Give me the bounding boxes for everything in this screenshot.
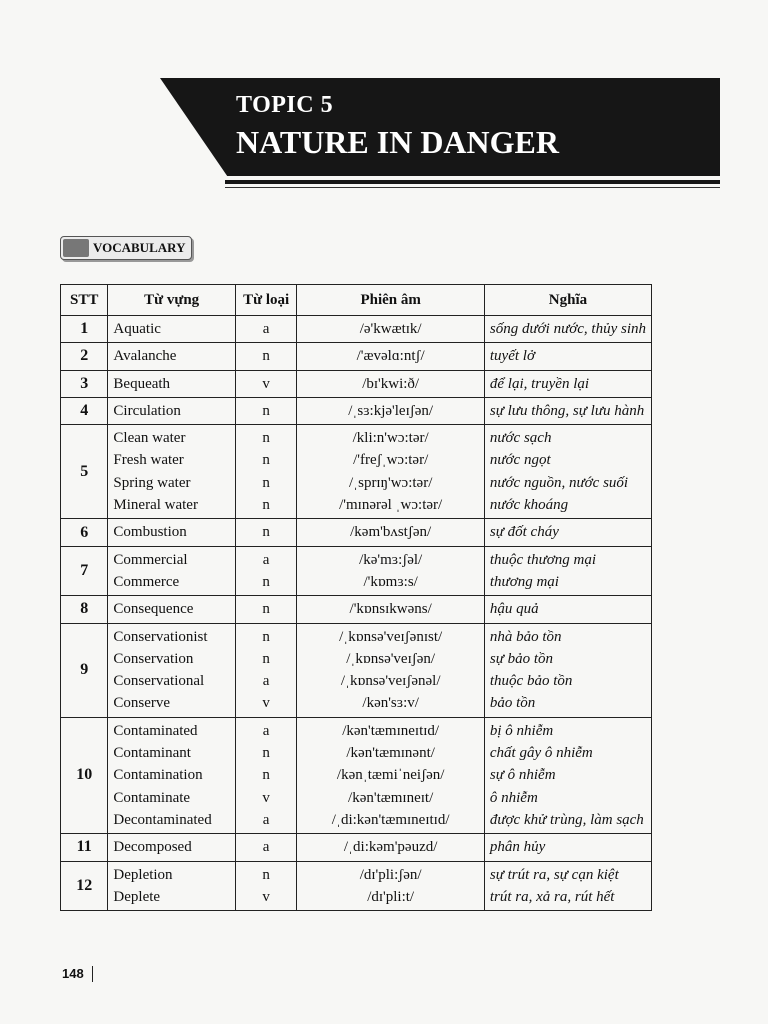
- part-of-speech-text: n: [262, 452, 270, 469]
- meaning-cell: [484, 316, 651, 343]
- word-cell: [108, 519, 235, 546]
- part-of-speech-cell: [235, 861, 297, 911]
- meaning-text: nước sạch: [489, 430, 552, 447]
- word-cell: [108, 717, 235, 833]
- phonetic-text: /ə'kwætɪk/: [359, 321, 422, 337]
- meaning-text: nước khoáng: [489, 497, 569, 514]
- meaning-text: sự lưu thông, sự lưu hành: [489, 402, 645, 419]
- meaning-cell: [484, 717, 651, 833]
- word-cell: [108, 343, 235, 370]
- word-text: Consequence: [113, 601, 194, 618]
- phonetic-text: /kən'sɜ:v/: [362, 695, 419, 712]
- phonetic-cell: [297, 596, 484, 623]
- word-text: Avalanche: [113, 348, 177, 365]
- word-text: Mineral water: [113, 497, 198, 514]
- phonetic-text: /kə'mɜ:ʃəl/: [359, 551, 423, 568]
- word-text: Contaminated: [113, 722, 198, 739]
- part-of-speech-text: a: [262, 551, 270, 568]
- meaning-text: trút ra, xả ra, rút hết: [489, 888, 615, 905]
- phonetic-text: /kəm'bʌstʃən/: [350, 524, 432, 541]
- part-of-speech-cell: [235, 623, 297, 717]
- table-row: [61, 519, 652, 546]
- meaning-text: thương mại: [489, 573, 559, 590]
- table-row: [61, 425, 652, 519]
- meaning-cell: [484, 370, 651, 397]
- phonetic-cell: [297, 343, 484, 370]
- row-number: 2: [61, 343, 108, 370]
- part-of-speech-cell: [235, 370, 297, 397]
- phonetic-text: /ˌsprɪŋ'wɔ:tər/: [348, 474, 433, 491]
- phonetic-text: /'kɒnsɪkwəns/: [349, 601, 432, 618]
- word-cell: [108, 397, 235, 424]
- phonetic-text: /dɪ'pli:ʃən/: [359, 866, 422, 883]
- table-header-row: [61, 285, 652, 316]
- meaning-cell: [484, 596, 651, 623]
- part-of-speech-cell: [235, 717, 297, 833]
- phonetic-cell: [297, 397, 484, 424]
- row-number: 8: [61, 596, 108, 623]
- word-cell: [108, 596, 235, 623]
- part-of-speech-text: n: [262, 524, 270, 541]
- part-of-speech-cell: [235, 596, 297, 623]
- meaning-text: sự đốt cháy: [489, 524, 559, 541]
- table-row: [61, 861, 652, 911]
- phonetic-text: /'freʃˌwɔ:tər/: [353, 452, 429, 469]
- part-of-speech-text: v: [262, 695, 270, 712]
- part-of-speech-text: n: [262, 573, 270, 590]
- banner-divider: [225, 180, 720, 184]
- part-of-speech-cell: [235, 397, 297, 424]
- part-of-speech-cell: [235, 519, 297, 546]
- word-text: Circulation: [113, 402, 181, 419]
- part-of-speech-cell: [235, 316, 297, 343]
- word-text: Conservationist: [113, 628, 208, 645]
- meaning-text: nước nguồn, nước suối: [489, 474, 629, 491]
- page-number: 148: [62, 966, 84, 981]
- phonetic-text: /ˌkɒnsə'veɪʃənəl/: [340, 673, 441, 690]
- phonetic-cell: [297, 370, 484, 397]
- part-of-speech-text: v: [262, 375, 270, 392]
- part-of-speech-text: a: [262, 321, 270, 337]
- phonetic-text: /ˌkɒnsə'veɪʃən/: [346, 650, 436, 667]
- meaning-cell: [484, 425, 651, 519]
- word-text: Commercial: [113, 551, 188, 568]
- phonetic-text: /ˌdi:kəm'pəuzd/: [343, 839, 438, 856]
- meaning-text: để lại, truyền lại: [489, 375, 590, 392]
- meaning-text: sống dưới nước, thủy sinh: [489, 321, 646, 337]
- row-number: 9: [61, 623, 108, 717]
- phonetic-cell: [297, 425, 484, 519]
- phonetic-text: /bɪ'kwi:ð/: [362, 375, 420, 392]
- row-number: 6: [61, 519, 108, 546]
- row-number: 10: [61, 717, 108, 833]
- meaning-text: ô nhiễm: [489, 789, 538, 806]
- phonetic-text: /'mɪnərəl ˌwɔ:tər/: [339, 497, 443, 514]
- part-of-speech-text: a: [262, 722, 270, 739]
- part-of-speech-text: n: [262, 348, 270, 365]
- part-of-speech-text: v: [262, 789, 270, 806]
- phonetic-cell: [297, 834, 484, 861]
- word-text: Conservation: [113, 650, 194, 667]
- part-of-speech-text: a: [262, 811, 270, 828]
- meaning-text: bảo tồn: [489, 695, 536, 712]
- table-row: [61, 623, 652, 717]
- table-row: [61, 316, 652, 343]
- phonetic-text: /ˌsɜ:kjə'leɪʃən/: [348, 402, 434, 419]
- part-of-speech-text: n: [262, 650, 270, 667]
- word-cell: [108, 425, 235, 519]
- phonetic-text: /dɪ'pli:t/: [367, 888, 415, 905]
- meaning-text: bị ô nhiễm: [489, 722, 554, 739]
- part-of-speech-text: n: [262, 474, 270, 491]
- meaning-cell: [484, 861, 651, 911]
- phonetic-cell: [297, 623, 484, 717]
- meaning-text: sự ô nhiễm: [489, 767, 556, 784]
- row-number: 1: [61, 316, 108, 343]
- phonetic-text: /kən'tæmɪnənt/: [346, 745, 435, 762]
- vocabulary-table: [60, 284, 652, 911]
- phonetic-text: /kən'tæmɪneɪtɪd/: [342, 722, 440, 739]
- topic-title: NATURE IN DANGER: [236, 124, 559, 160]
- vocabulary-tag: [60, 236, 192, 260]
- word-text: Deplete: [113, 888, 161, 905]
- header-ipa: Phiên âm: [297, 285, 484, 316]
- part-of-speech-text: a: [262, 673, 270, 690]
- part-of-speech-cell: [235, 425, 297, 519]
- meaning-text: sự bảo tồn: [489, 650, 554, 667]
- part-of-speech-text: n: [262, 601, 270, 618]
- header-stt: STT: [61, 285, 108, 316]
- phonetic-text: /kli:n'wɔ:tər/: [352, 430, 429, 447]
- meaning-text: được khử trùng, làm sạch: [489, 811, 644, 828]
- meaning-text: tuyết lở: [489, 348, 535, 365]
- phonetic-cell: [297, 316, 484, 343]
- table-row: [61, 834, 652, 861]
- phonetic-text: /ˌkɒnsə'veɪʃənɪst/: [339, 628, 443, 645]
- meaning-text: sự trút ra, sự cạn kiệt: [489, 866, 619, 883]
- phonetic-cell: [297, 546, 484, 596]
- part-of-speech-cell: [235, 343, 297, 370]
- part-of-speech-text: n: [262, 767, 270, 784]
- word-text: Contaminant: [113, 745, 191, 762]
- meaning-cell: [484, 343, 651, 370]
- meaning-text: thuộc bảo tồn: [489, 673, 573, 690]
- word-text: Conservational: [113, 673, 205, 690]
- word-text: Aquatic: [113, 321, 161, 337]
- part-of-speech-text: v: [262, 888, 270, 905]
- word-text: Decomposed: [113, 839, 192, 856]
- part-of-speech-text: n: [262, 866, 270, 883]
- part-of-speech-text: a: [262, 839, 270, 856]
- meaning-cell: [484, 623, 651, 717]
- part-of-speech-text: n: [262, 745, 270, 762]
- part-of-speech-text: n: [262, 628, 270, 645]
- meaning-cell: [484, 397, 651, 424]
- word-text: Clean water: [113, 430, 186, 447]
- word-text: Commerce: [113, 573, 180, 590]
- phonetic-cell: [297, 861, 484, 911]
- part-of-speech-text: n: [262, 497, 270, 514]
- table-row: [61, 546, 652, 596]
- word-text: Contamination: [113, 767, 203, 784]
- phonetic-text: /kən'tæmɪneɪt/: [348, 789, 434, 806]
- word-cell: [108, 834, 235, 861]
- header-meaning: Nghĩa: [484, 285, 651, 316]
- phonetic-text: /ˌdi:kən'tæmɪneɪtɪd/: [331, 811, 450, 828]
- vocabulary-label: VOCABULARY: [93, 240, 186, 255]
- row-number: 5: [61, 425, 108, 519]
- word-text: Contaminate: [113, 789, 191, 806]
- table-row: [61, 370, 652, 397]
- row-number: 3: [61, 370, 108, 397]
- phonetic-text: /'ævəlɑ:ntʃ/: [356, 348, 425, 365]
- table-row: [61, 343, 652, 370]
- word-text: Spring water: [113, 474, 191, 491]
- word-cell: [108, 370, 235, 397]
- meaning-text: thuộc thương mại: [489, 551, 597, 568]
- word-text: Conserve: [113, 695, 171, 712]
- table-row: [61, 596, 652, 623]
- part-of-speech-text: n: [262, 430, 270, 447]
- word-cell: [108, 623, 235, 717]
- meaning-cell: [484, 834, 651, 861]
- meaning-cell: [484, 546, 651, 596]
- topic-label: TOPIC 5: [236, 92, 334, 118]
- meaning-cell: [484, 519, 651, 546]
- header-word: Từ vựng: [108, 285, 235, 316]
- meaning-text: nước ngọt: [489, 452, 551, 469]
- meaning-text: chất gây ô nhiễm: [489, 745, 593, 762]
- table-row: [61, 717, 652, 833]
- word-text: Fresh water: [113, 452, 184, 469]
- phonetic-text: /kənˌtæmiˈneiʃən/: [336, 767, 445, 784]
- part-of-speech-cell: [235, 546, 297, 596]
- page-number-divider: [92, 966, 93, 982]
- word-text: Bequeath: [113, 375, 171, 392]
- banner-divider-thin: [225, 187, 720, 188]
- table-row: [61, 397, 652, 424]
- row-number: 11: [61, 834, 108, 861]
- part-of-speech-text: n: [262, 402, 270, 419]
- meaning-text: phân hủy: [489, 839, 546, 856]
- header-pos: Từ loại: [235, 285, 297, 316]
- phonetic-cell: [297, 519, 484, 546]
- table-body: [61, 316, 652, 911]
- word-cell: [108, 316, 235, 343]
- word-cell: [108, 546, 235, 596]
- book-icon: [63, 239, 89, 257]
- row-number: 4: [61, 397, 108, 424]
- word-text: Decontaminated: [113, 811, 212, 828]
- row-number: 7: [61, 546, 108, 596]
- phonetic-cell: [297, 717, 484, 833]
- phonetic-text: /'kɒmɜ:s/: [363, 573, 418, 590]
- word-cell: [108, 861, 235, 911]
- row-number: 12: [61, 861, 108, 911]
- meaning-text: hậu quả: [489, 601, 539, 618]
- meaning-text: nhà bảo tồn: [489, 628, 562, 645]
- part-of-speech-cell: [235, 834, 297, 861]
- word-text: Depletion: [113, 866, 173, 883]
- word-text: Combustion: [113, 524, 187, 541]
